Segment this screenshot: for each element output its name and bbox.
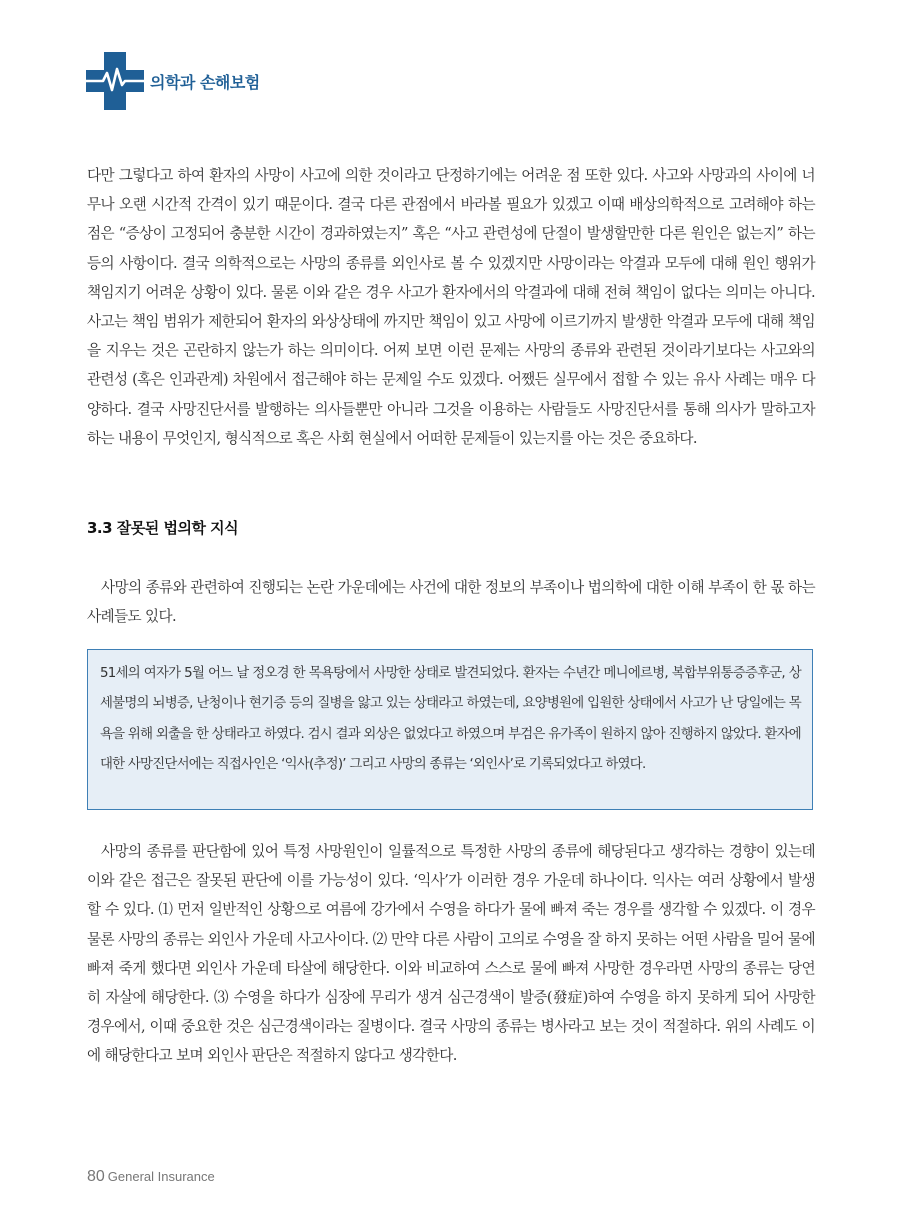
page-header (86, 52, 260, 110)
page-number: 80 (87, 1168, 105, 1185)
page-footer (87, 1168, 215, 1186)
medical-cross-heartbeat-icon (86, 52, 144, 110)
body-paragraph-conclusion: 사망의 종류를 판단함에 있어 특정 사망원인이 일률적으로 특정한 사망의 종류에 해당된다고 생각하는 경향이 있는데 이와 같은 접근은 잘못된 판단에 이를 가능성이 있다. ‘익사’가 이러한 경우 가운데 하나이다. 익사는 여러 상황에서 발생할 수 있다. ⑴ 먼저 일반적인 상황으로 여름에 강가에서 수영을 하다가 물에 빠져 죽는 경우를 생각할 수 있겠다. 이 경우 물론 사망의 종류는 외인사 가운데 사고사이다. ⑵ 만약 다른 사람이 고의로 수영을 잘 하지 못하는 어떤 사람을 밀어 물에 빠져 죽게 했다면 외인사 가운데 타살에 해당한다. 이와 비교하여 스스로 물에 빠져 사망한 경우라면 사망의 종류는 당연히 자살에 해당한다. ⑶ 수영을 하다가 심장에 무리가 생겨 심근경색이 발증(發症)하여 수영을 하지 못하게 되어 사망한 경우에서, 이때 중요한 것은 심근경색이라는 질병이다. 결국 사망의 종류는 병사라고 보는 것이 적절하다. 위의 사례도 이에 해당한다고 보며 외인사 판단은 적절하지 않다고 생각한다. (87, 843, 815, 1065)
section-heading: 3.3 잘못된 법의학 지식 (87, 519, 239, 537)
body-paragraph-section-intro: 사망의 종류와 관련하여 진행되는 논란 가운데에는 사건에 대한 정보의 부족이나 법의학에 대한 이해 부족이 한 몫 하는 사례들도 있다. (87, 579, 815, 626)
publication-name: General Insurance (107, 1169, 215, 1184)
body-paragraph-intro: 다만 그렇다고 하여 환자의 사망이 사고에 의한 것이라고 단정하기에는 어려운 점 또한 있다. 사고와 사망과의 사이에 너무나 오랜 시간적 간격이 있기 때문이다. 결국 다른 관점에서 바라볼 필요가 있겠고 이때 배상의학적으로 고려해야 하는 점은 “증상이 고정되어 충분한 시간이 경과하였는지” 혹은 “사고 관련성에 단절이 발생할만한 다른 원인은 없는지” 하는 등의 사항이다. 결국 의학적으로는 사망의 종류를 외인사로 볼 수 있겠지만 사망이라는 악결과 모두에 대해 원인 행위가 책임지기 어려운 상황이 있다. 물론 이와 같은 경우 사고가 환자에서의 악결과에 대해 전혀 책임이 없다는 의미는 아니다. 사고는 책임 범위가 제한되어 환자의 와상상태에 까지만 책임이 있고 사망에 이르기까지 발생한 악결과 모두에 대해 책임을 지우는 것은 곤란하지 않는가 하는 의미이다. 어찌 보면 이런 문제는 사망의 종류와 관련된 것이라기보다는 사고와의 관련성 (혹은 인과관계) 차원에서 접근해야 하는 문제일 수도 있겠다. 어쨌든 실무에서 접할 수 있는 유사 사례는 매우 다양하다. 결국 사망진단서를 발행하는 의사들뿐만 아니라 그것을 이용하는 사람들도 사망진단서를 통해 의사가 말하고자 하는 내용이 무엇인지, 형식적으로 혹은 사회 현실에서 어떠한 문제들이 있는지를 아는 것은 중요하다. (87, 167, 815, 447)
case-example-box (87, 649, 813, 810)
case-example-text: 51세의 여자가 5월 어느 날 정오경 한 목욕탕에서 사망한 상태로 발견되었다. 환자는 수년간 메니에르병, 복합부위통증증후군, 상세불명의 뇌병증, 난청이나 현기증 등의 질병을 앓고 있는 상태라고 하였는데, 요양병원에 입원한 상태에서 사고가 난 당일에는 목욕을 위해 외출을 한 상태라고 하였다. 검시 결과 외상은 없었다고 하였으며 부검은 유가족이 원하지 않아 진행하지 않았다. 환자에 대한 사망진단서에는 직접사인은 ‘익사(추정)’ 그리고 사망의 종류는 ‘외인사’로 기록되었다고 하였다. (100, 666, 801, 773)
section-title: 의학과 손해보험 (150, 72, 260, 92)
